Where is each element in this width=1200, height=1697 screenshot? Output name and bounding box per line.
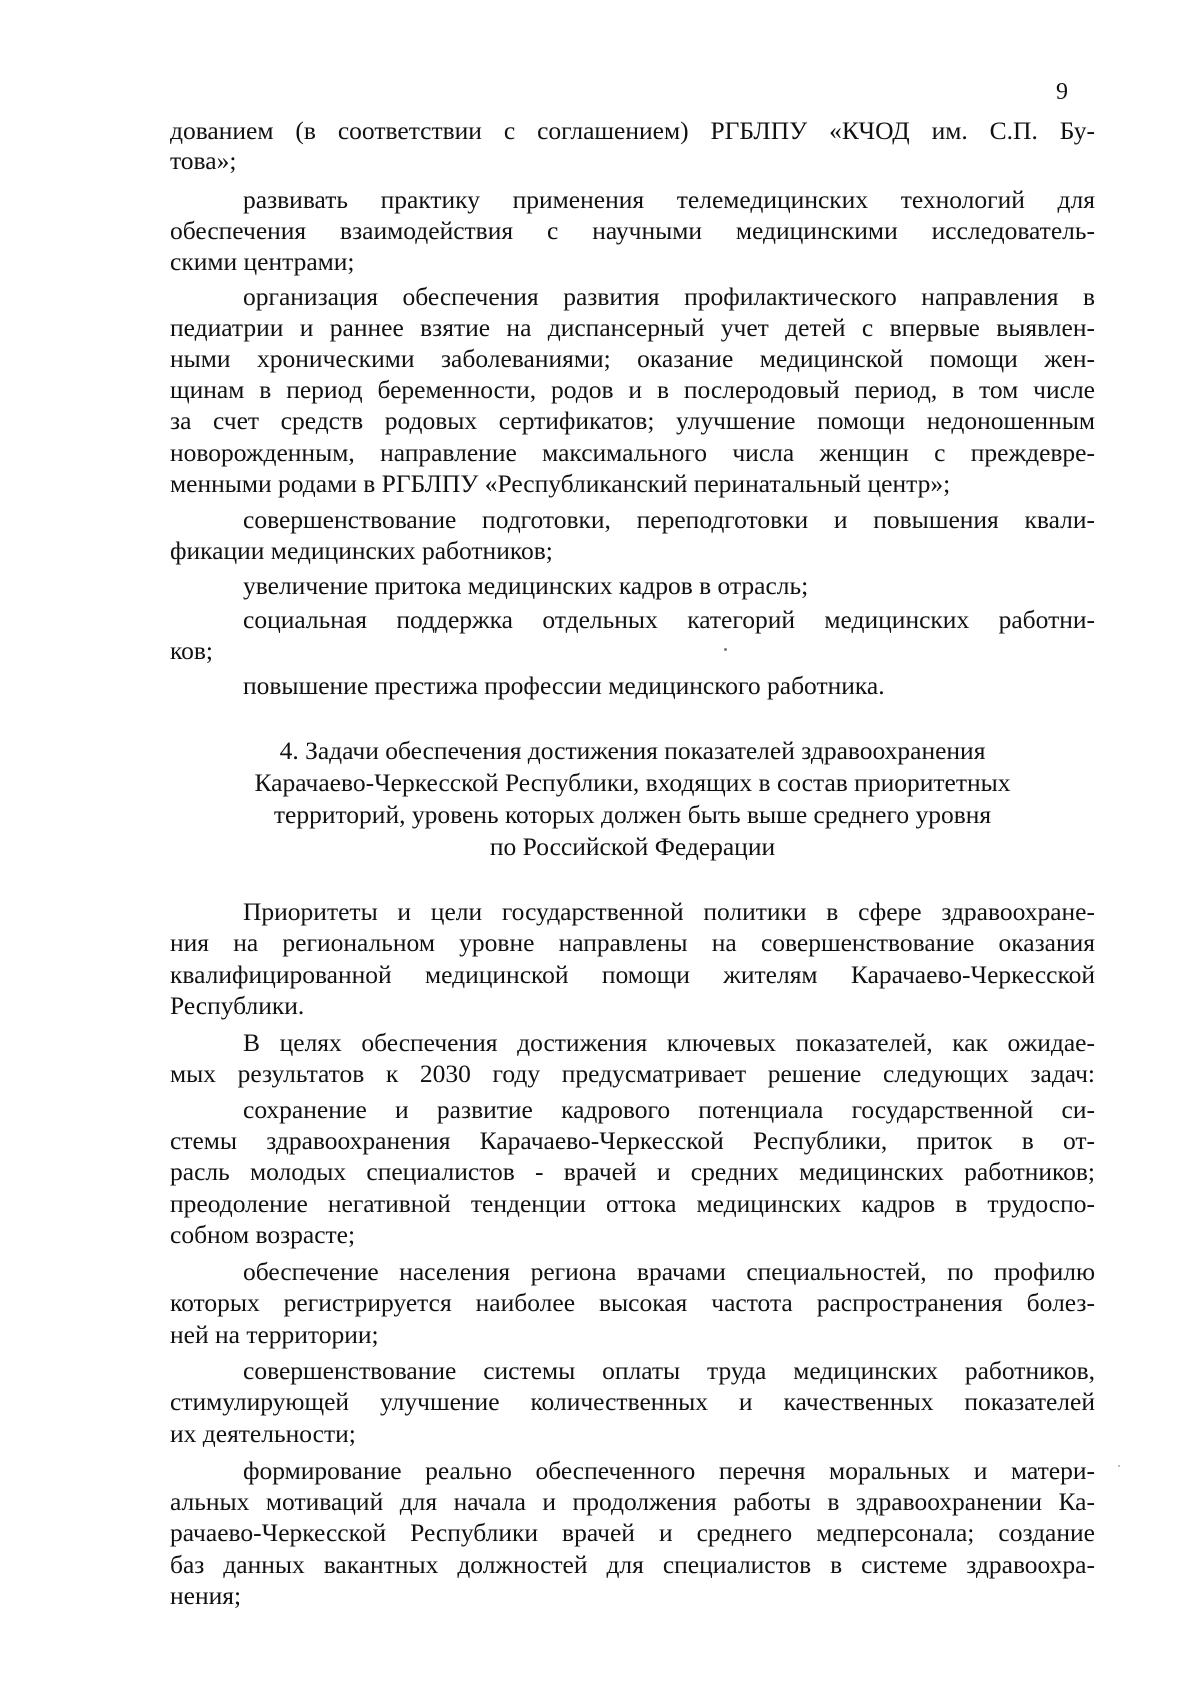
text-line: альных мотиваций для начала и продолжения работы в здравоохранении Ка- bbox=[170, 1487, 1095, 1516]
text-line: стимулирующей улучшение количественных и качественных показателей bbox=[170, 1387, 1095, 1416]
text-line: баз данных вакантных должностей для специалистов в системе здравоохра- bbox=[170, 1550, 1095, 1579]
text-line: менными родами в РГБЛПУ «Республиканский перинатальный центр»; bbox=[170, 469, 951, 498]
text-line: щинам в период беременности, родов и в послеродовый период, в том числе bbox=[170, 375, 1095, 404]
text-line: развивать практику применения телемедицинских технологий для bbox=[243, 185, 1095, 214]
text-line: социальная поддержка отдельных категорий медицинских работни- bbox=[243, 605, 1095, 634]
text-line: увеличение притока медицинских кадров в отрасль; bbox=[243, 571, 809, 600]
page-number: 9 bbox=[1056, 79, 1068, 105]
text-line: дованием (в соответствии с соглашением) РГБЛПУ «КЧОД им. С.П. Бу- bbox=[170, 116, 1095, 145]
text-line: стемы здравоохранения Карачаево-Черкесской Республики, приток в от- bbox=[170, 1126, 1095, 1155]
text-line: Республики. bbox=[170, 991, 305, 1020]
section-heading-line: Карачаево-Черкесской Республики, входящих в состав приоритетных bbox=[254, 768, 1011, 797]
section-heading-line: по Российской Федерации bbox=[489, 832, 776, 861]
section-heading-line: 4. Задачи обеспечения достижения показателей здравоохранения bbox=[279, 736, 986, 765]
text-line: квалифицированной медицинской помощи жителям Карачаево-Черкесской bbox=[170, 960, 1095, 989]
text-line: сохранение и развитие кадрового потенциала государственной си- bbox=[243, 1095, 1095, 1124]
text-line: совершенствование системы оплаты труда медицинских работников, bbox=[243, 1356, 1095, 1385]
text-line: обеспечение населения региона врачами специальностей, по профилю bbox=[243, 1257, 1095, 1286]
text-line: ков; bbox=[170, 636, 213, 665]
text-line: собном возрасте; bbox=[170, 1220, 356, 1249]
text-line: их деятельности; bbox=[170, 1419, 356, 1448]
text-line: формирование реально обеспеченного перечня моральных и матери- bbox=[243, 1456, 1095, 1485]
text-line: за счет средств родовых сертификатов; улучшение помощи недоношенным bbox=[170, 406, 1095, 435]
text-line: нения; bbox=[170, 1581, 242, 1610]
text-line: которых регистрируется наиболее высокая частота распространения болез- bbox=[170, 1288, 1095, 1317]
text-line: ными хроническими заболеваниями; оказание медицинской помощи жен- bbox=[170, 344, 1095, 373]
text-line: мых результатов к 2030 году предусматривает решение следующих задач: bbox=[170, 1059, 1095, 1088]
text-line: това»; bbox=[170, 146, 237, 175]
text-line: преодоление негативной тенденции оттока медицинских кадров в трудоспо- bbox=[170, 1189, 1095, 1218]
text-line: Приоритеты и цели государственной политики в сфере здравоохране- bbox=[243, 897, 1095, 926]
text-line: педиатрии и раннее взятие на диспансерный учет детей с впервые выявлен- bbox=[170, 313, 1095, 342]
text-line: новорожденным, направление максимального числа женщин с преждевре- bbox=[170, 438, 1095, 467]
text-line: рачаево-Черкесской Республики врачей и среднего медперсонала; создание bbox=[170, 1518, 1095, 1547]
text-line: ней на территории; bbox=[170, 1320, 379, 1349]
scan-speck bbox=[1118, 1465, 1120, 1467]
text-line: скими центрами; bbox=[170, 247, 355, 276]
text-line: ния на региональном уровне направлены на совершенствование оказания bbox=[170, 928, 1095, 957]
text-line: расль молодых специалистов - врачей и средних медицинских работников; bbox=[170, 1157, 1095, 1186]
text-line: фикации медицинских работников; bbox=[170, 536, 553, 565]
text-line: В целях обеспечения достижения ключевых показателей, как ожидае- bbox=[243, 1028, 1095, 1057]
scan-speck bbox=[724, 648, 727, 651]
text-line: совершенствование подготовки, переподготовки и повышения квали- bbox=[243, 505, 1095, 534]
text-line: повышение престижа профессии медицинского работника. bbox=[243, 671, 885, 700]
text-line: обеспечения взаимодействия с научными медицинскими исследователь- bbox=[170, 216, 1095, 245]
text-line: организация обеспечения развития профилактического направления в bbox=[243, 282, 1095, 311]
section-heading-line: территорий, уровень которых должен быть выше среднего уровня bbox=[273, 800, 992, 829]
